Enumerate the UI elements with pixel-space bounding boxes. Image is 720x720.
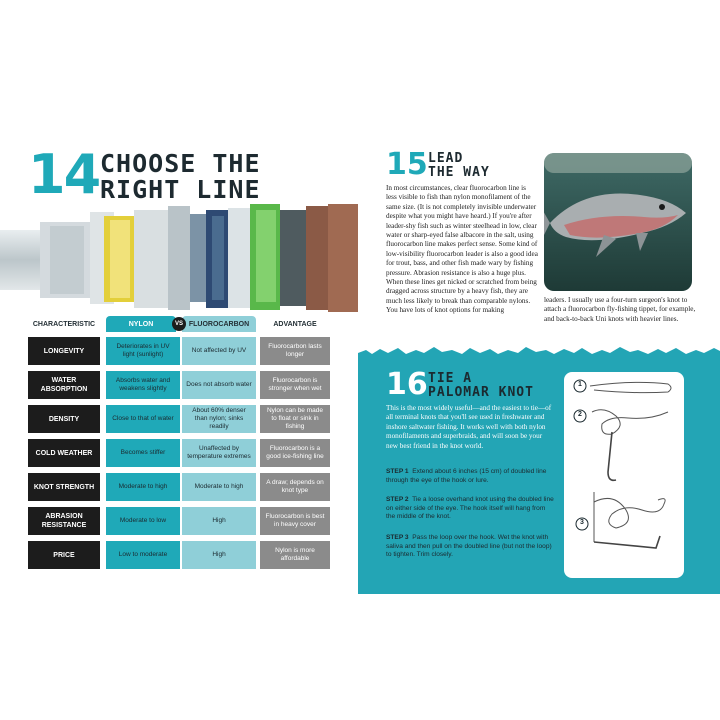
header-characteristic: CHARACTERISTIC [32, 320, 96, 328]
tip-16-title [428, 372, 534, 400]
row-label: PRICE [28, 541, 100, 569]
tip-15-body-continued: leaders. I usually use a four-turn surgeon's knot to attach a fluorocarbon fly-fishing tippet, for example, and back-to-back Uni knots with heavier lines. [544, 296, 696, 323]
cell-advantage: Nylon is more affordable [260, 541, 330, 569]
cell-advantage: Fluorocarbon lasts longer [260, 337, 330, 365]
row-label: KNOT STRENGTH [28, 473, 100, 501]
tip-15-title-line1: LEAD [428, 151, 464, 166]
cell-fluorocarbon: Not affected by UV [182, 337, 256, 365]
tip-15-title-line2: THE WAY [428, 165, 490, 180]
step-label: STEP 1 [386, 468, 409, 475]
header-fluorocarbon: FLUOROCARBON [182, 316, 256, 332]
cell-fluorocarbon: About 60% denser than nylon; sinks readily [182, 405, 256, 433]
row-label: LONGEVITY [28, 337, 100, 365]
tip-16-body: This is the most widely useful—and the easiest to tie—of all terminal knots that you'll see used in freshwater and inshore saltwater fishing. It works well with both nylon monofilaments and superbraids, and will soon be your new best friend in the knot world. [386, 404, 552, 450]
header-nylon: NYLON [106, 316, 176, 332]
row-label: DENSITY [28, 405, 100, 433]
tip-15-body: In most circumstances, clear fluorocarbon line is less visible to fish than nylon monofilament of the same size. (It is not completely invisible underwater despite what you might have heard.) If you're after leader-shy fish such as winter steelhead in low, clear water or sharp-eyed false albacore in the salt, using fluorocarbon line makes perfect sense. Some kind of low-visibility fluorocarbon leader is also a good idea for trout, bass, and other fish made wary by fishing pressure. Abrasion resistance is also a huge plus. When these lines get nicked or scratched from being dragged across structure by a heavy fish, they are much less likely to break than comparable nylons. You have lots of knot options for making [386, 184, 538, 315]
diagram-marker-1: 1 [578, 381, 582, 388]
tip-15-number: 15 [386, 147, 428, 182]
cell-nylon: Close to that of water [106, 405, 180, 433]
cell-fluorocarbon: Moderate to high [182, 473, 256, 501]
step-text: Pass the loop over the hook. Wet the knot with saliva and then pull on the doubled line (but not the loop) to tighten. Trim closely. [386, 534, 552, 559]
tip-16-title-line2: PALOMAR KNOT [428, 385, 534, 400]
tip-14-title-line2: RIGHT LINE [100, 175, 261, 204]
cell-fluorocarbon: High [182, 507, 256, 535]
row-label: COLD WEATHER [28, 439, 100, 467]
row-label: WATER ABSORPTION [28, 371, 100, 399]
header-advantage: ADVANTAGE [273, 320, 317, 328]
cell-fluorocarbon: Does not absorb water [182, 371, 256, 399]
tip-15-title [428, 152, 490, 180]
step-text: Tie a loose overhand knot using the doubled line on either side of the eye. The hook itself will hang from the middle of the knot. [386, 496, 554, 521]
cell-advantage: Fluorocarbon is best in heavy cover [260, 507, 330, 535]
cell-fluorocarbon: High [182, 541, 256, 569]
palomar-knot-diagram [564, 372, 684, 578]
cell-advantage: Nylon can be made to float or sink in fishing [260, 405, 330, 433]
cell-advantage: Fluorocarbon is a good ice-fishing line [260, 439, 330, 467]
cell-nylon: Absorbs water and weakens slightly [106, 371, 180, 399]
step-3 [386, 534, 554, 560]
knot-illustration [564, 372, 684, 578]
cell-advantage: A draw; depends on knot type [260, 473, 330, 501]
trout-photo [544, 153, 692, 291]
step-label: STEP 2 [386, 496, 409, 503]
cell-nylon: Deteriorates in UV light (sunlight) [106, 337, 180, 365]
diagram-marker-3: 3 [580, 519, 584, 526]
cell-nylon: Becomes stiffer [106, 439, 180, 467]
cell-nylon: Low to moderate [106, 541, 180, 569]
step-2 [386, 496, 554, 522]
tip-16-title-line1: TIE A [428, 371, 473, 386]
diagram-marker-2: 2 [578, 411, 582, 418]
cell-fluorocarbon: Unaffected by temperature extremes [182, 439, 256, 467]
step-1 [386, 468, 554, 485]
cell-nylon: Moderate to low [106, 507, 180, 535]
tip-14-title-line1: CHOOSE THE [100, 149, 261, 178]
tip-14-title [100, 151, 261, 203]
step-label: STEP 3 [386, 534, 409, 541]
tip-16-number: 16 [386, 367, 428, 402]
vs-badge: VS [172, 317, 186, 331]
cell-advantage: Fluorocarbon is stronger when wet [260, 371, 330, 399]
tip-14-number: 14 [28, 143, 100, 206]
cell-nylon: Moderate to high [106, 473, 180, 501]
row-label: ABRASION RESISTANCE [28, 507, 100, 535]
step-text: Extend about 6 inches (15 cm) of doubled line through the eye of the hook or lure. [386, 468, 547, 484]
line-spools-image [0, 200, 358, 312]
